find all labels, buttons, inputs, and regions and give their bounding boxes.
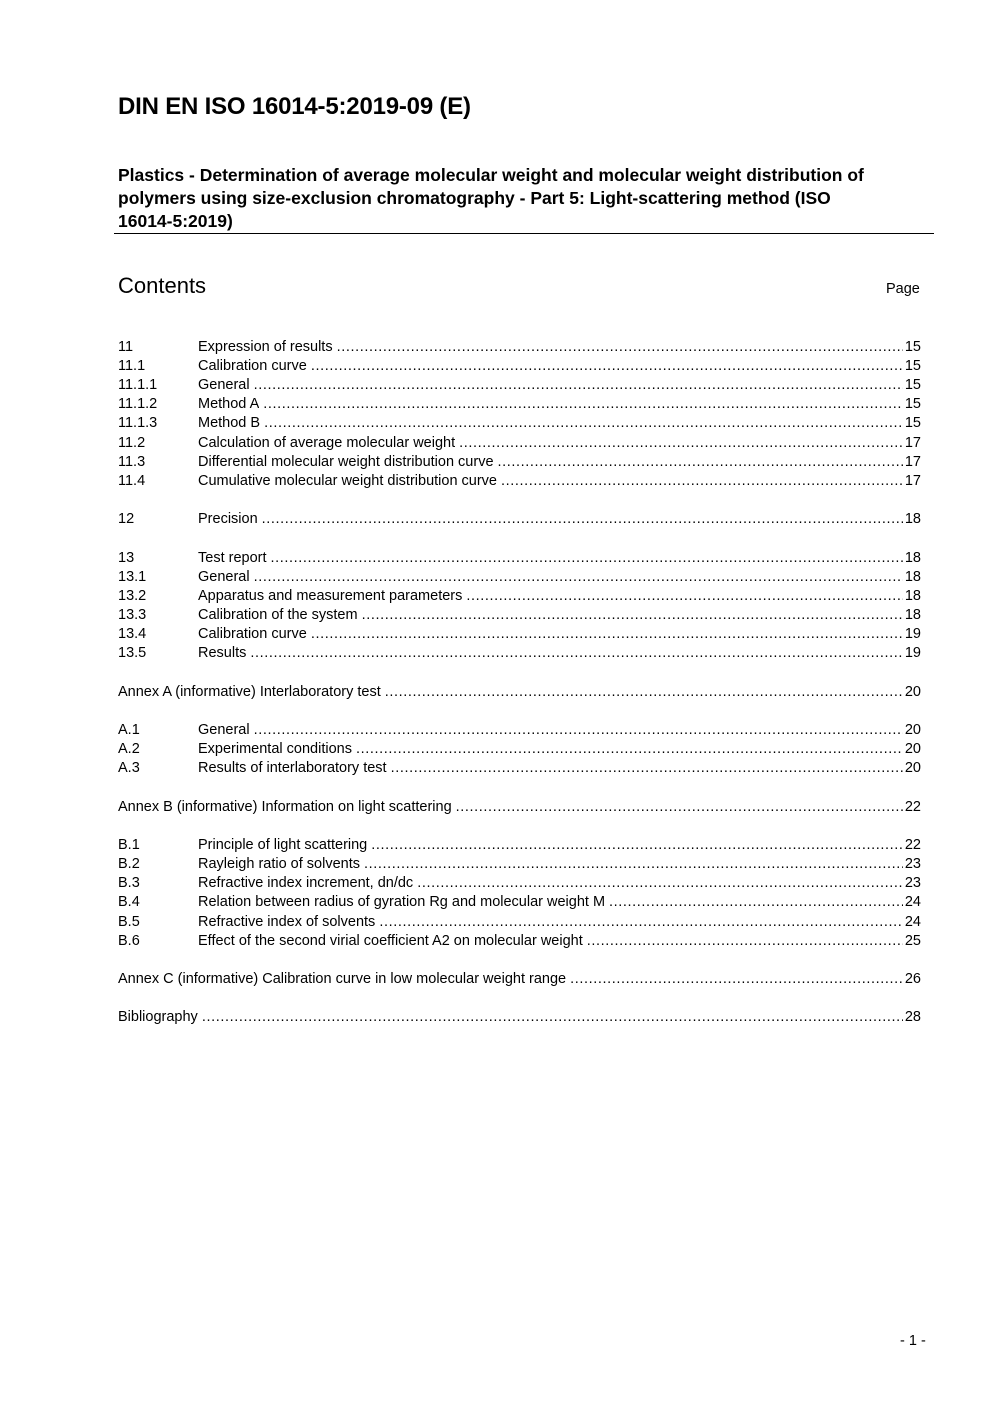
toc-entry-page: 20: [904, 684, 921, 700]
toc-dot-leader: [391, 759, 903, 778]
toc-entry-title: Rayleigh ratio of solvents: [198, 856, 360, 872]
toc-entry-page: 17: [904, 454, 921, 470]
toc-dot-leader: [311, 625, 903, 644]
toc-entry[interactable]: [118, 395, 921, 414]
toc-entry-title: Calculation of average molecular weight: [198, 435, 456, 451]
toc-entry-number: B.4: [118, 894, 140, 910]
toc-entry-number: 13.3: [118, 607, 147, 623]
toc-entry-page: 15: [904, 396, 921, 412]
toc-entry-number: B.5: [118, 914, 140, 930]
toc-entry[interactable]: [118, 855, 921, 874]
toc-entry-title: Cumulative molecular weight distribution curve: [198, 473, 497, 489]
toc-entry-title: Calibration of the system: [198, 607, 358, 623]
toc-annex-entry[interactable]: [118, 683, 921, 702]
toc-dot-leader: [587, 932, 903, 951]
toc-dot-leader: [254, 568, 903, 587]
toc-entry-number: 11: [118, 339, 134, 355]
toc-entry[interactable]: [118, 549, 921, 568]
toc-annex-entry[interactable]: [118, 798, 921, 817]
toc-entry-title: General: [198, 377, 250, 393]
toc-entry-title: Results of interlaboratory test: [198, 760, 387, 776]
toc-entry-page: 22: [904, 837, 921, 853]
toc-dot-leader: [254, 721, 903, 740]
toc-entry-title: Differential molecular weight distribution curve: [198, 454, 494, 470]
toc-entry-title: Bibliography: [118, 1009, 198, 1025]
toc-entry-page: 24: [904, 894, 921, 910]
page-column-heading: Page: [886, 281, 920, 297]
toc-entry-page: 20: [904, 722, 921, 738]
toc-entry-title: Expression of results: [198, 339, 333, 355]
toc-dot-leader: [264, 414, 903, 433]
toc-entry[interactable]: [118, 357, 921, 376]
toc-entry-page: 23: [904, 875, 921, 891]
page-number: - 1 -: [900, 1333, 926, 1349]
toc-entry-title: Apparatus and measurement parameters: [198, 588, 463, 604]
toc-entry-title: Method A: [198, 396, 260, 412]
toc-dot-leader: [356, 740, 903, 759]
toc-dot-leader: [456, 798, 903, 817]
toc-entry-page: 15: [904, 339, 921, 355]
toc-entry-page: 18: [904, 588, 921, 604]
toc-entry-page: 19: [904, 645, 921, 661]
toc-entry-title: Experimental conditions: [198, 741, 352, 757]
toc-entry[interactable]: [118, 568, 921, 587]
toc-entry[interactable]: [118, 893, 921, 912]
toc-bibliography-entry[interactable]: [118, 1008, 921, 1027]
toc-entry-page: 23: [904, 856, 921, 872]
document-subtitle: Plastics - Determination of average molecular weight and molecular weight distribution of polymers using size-exclusion chromatography - Part 5: Light-scattering method (ISO 16014-5:2019): [118, 165, 864, 231]
toc-dot-leader: [362, 606, 903, 625]
toc-dot-leader: [379, 913, 903, 932]
toc-entry-title: Annex A (informative) Interlaboratory test: [118, 684, 381, 700]
toc-entry[interactable]: [118, 414, 921, 433]
toc-dot-leader: [466, 587, 902, 606]
toc-entry-title: Precision: [198, 511, 258, 527]
toc-entry-page: 25: [904, 933, 921, 949]
toc-entry[interactable]: [118, 606, 921, 625]
toc-entry[interactable]: [118, 625, 921, 644]
toc-entry-page: 18: [904, 550, 921, 566]
toc-entry[interactable]: [118, 913, 921, 932]
toc-dot-leader: [385, 683, 903, 702]
toc-entry-page: 17: [904, 473, 921, 489]
toc-entry-title: Results: [198, 645, 247, 661]
toc-entry[interactable]: [118, 472, 921, 491]
toc-entry-page: 15: [904, 377, 921, 393]
toc-entry-number: 11.1.2: [118, 396, 158, 412]
toc-entry-page: 24: [904, 914, 921, 930]
toc-entry[interactable]: [118, 644, 921, 663]
toc-entry-page: 28: [904, 1009, 921, 1025]
toc-dot-leader: [364, 855, 903, 874]
toc-entry-number: 11.3: [118, 454, 146, 470]
toc-dot-leader: [371, 836, 903, 855]
toc-entry-number: 11.1.1: [118, 377, 158, 393]
toc-entry[interactable]: [118, 721, 921, 740]
toc-entry-number: 11.4: [118, 473, 146, 489]
toc-entry-page: 17: [904, 435, 921, 451]
toc-dot-leader: [459, 434, 903, 453]
toc-entry-page: 26: [904, 971, 921, 987]
toc-entry[interactable]: [118, 759, 921, 778]
toc-entry-title: Refractive index increment, dn/dc: [198, 875, 414, 891]
toc-annex-entry[interactable]: [118, 970, 921, 989]
toc-entry[interactable]: [118, 510, 921, 529]
toc-entry-page: 15: [904, 415, 921, 431]
toc-entry-number: 11.1.3: [118, 415, 158, 431]
toc-entry[interactable]: [118, 587, 921, 606]
toc-entry-number: A.2: [118, 741, 140, 757]
toc-entry[interactable]: [118, 338, 921, 357]
toc-entry-title: Relation between radius of gyration Rg and molecular weight M: [198, 894, 606, 910]
toc-entry-page: 19: [904, 626, 921, 642]
toc-entry-title: Calibration curve: [198, 358, 307, 374]
toc-entry-title: General: [198, 569, 250, 585]
toc-entry-title: Annex C (informative) Calibration curve in low molecular weight range: [118, 971, 567, 987]
toc-entry-title: Annex B (informative) Information on light scattering: [118, 799, 452, 815]
toc-dot-leader: [250, 644, 903, 663]
toc-entry[interactable]: [118, 932, 921, 951]
toc-dot-leader: [262, 510, 903, 529]
toc-entry-number: B.3: [118, 875, 140, 891]
toc-entry-number: 13.4: [118, 626, 147, 642]
toc-dot-leader: [498, 453, 903, 472]
toc-dot-leader: [271, 549, 903, 568]
toc-entry-number: 11.1: [118, 358, 146, 374]
toc-entry-page: 20: [904, 741, 921, 757]
toc-entry[interactable]: [118, 740, 921, 759]
toc-entry[interactable]: [118, 453, 921, 472]
toc-dot-leader: [417, 874, 903, 893]
toc-entry-title: Test report: [198, 550, 267, 566]
toc-entry-number: 13.2: [118, 588, 147, 604]
toc-entry-title: Effect of the second virial coefficient A2 on molecular weight: [198, 933, 583, 949]
toc-entry-page: 20: [904, 760, 921, 776]
toc-entry-number: B.1: [118, 837, 140, 853]
toc-entry[interactable]: [118, 376, 921, 395]
toc-entry-page: 18: [904, 569, 921, 585]
toc-entry-number: B.2: [118, 856, 140, 872]
toc-entry-number: 13.5: [118, 645, 147, 661]
toc-entry-title: Calibration curve: [198, 626, 307, 642]
toc-entry-title: Refractive index of solvents: [198, 914, 376, 930]
toc-entry-number: B.6: [118, 933, 140, 949]
toc-entry-page: 18: [904, 607, 921, 623]
toc-dot-leader: [337, 338, 903, 357]
toc-entry-number: 11.2: [118, 435, 146, 451]
toc-entry-title: Principle of light scattering: [198, 837, 368, 853]
toc-dot-leader: [570, 970, 903, 989]
toc-entry-number: 13.1: [118, 569, 147, 585]
toc-dot-leader: [311, 357, 903, 376]
contents-heading: Contents: [118, 273, 207, 298]
document-title: DIN EN ISO 16014-5:2019-09 (E): [118, 93, 471, 120]
toc-entry-page: 18: [904, 511, 921, 527]
toc-entry-title: Method B: [198, 415, 261, 431]
toc-entry-number: 12: [118, 511, 135, 527]
toc-entry-number: A.3: [118, 760, 140, 776]
toc-entry-page: 15: [904, 358, 921, 374]
toc-dot-leader: [202, 1008, 903, 1027]
toc-entry[interactable]: [118, 434, 921, 453]
toc-entry[interactable]: [118, 836, 921, 855]
toc-entry-title: General: [198, 722, 250, 738]
toc-entry[interactable]: [118, 874, 921, 893]
toc-dot-leader: [609, 893, 903, 912]
toc-dot-leader: [254, 376, 903, 395]
toc-entry-number: A.1: [118, 722, 140, 738]
toc-entry-page: 22: [904, 799, 921, 815]
toc-dot-leader: [501, 472, 903, 491]
toc-entry-number: 13: [118, 550, 135, 566]
title-divider: [114, 233, 934, 234]
toc-dot-leader: [263, 395, 903, 414]
